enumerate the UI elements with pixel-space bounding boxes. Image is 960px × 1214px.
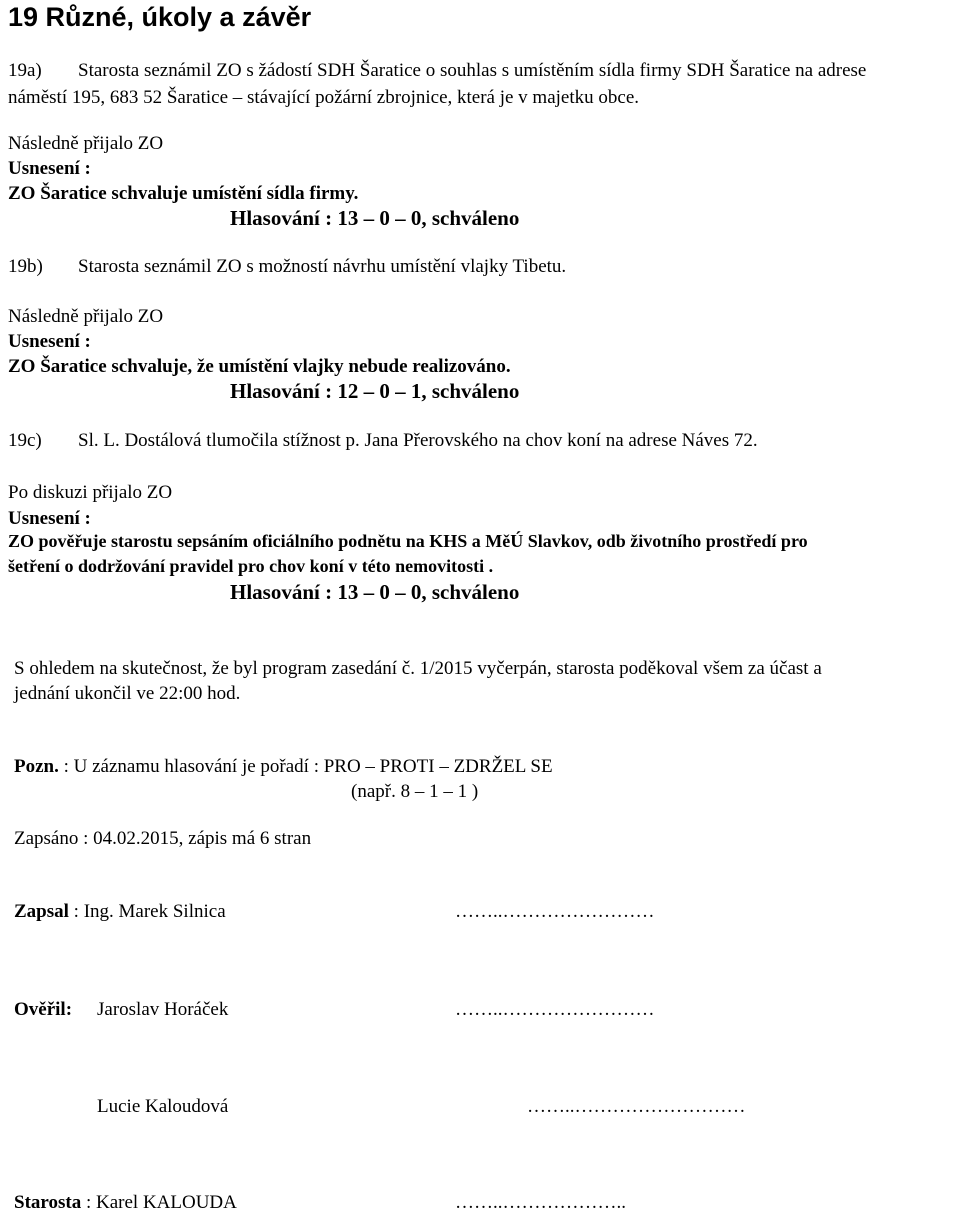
signature-line: ……..……………………: [455, 901, 655, 922]
note-text: : U záznamu hlasování je pořadí : PRO – PROTI – ZDRŽEL SE: [58, 756, 553, 777]
section-heading: 19 Různé, úkoly a závěr: [8, 2, 312, 32]
signature-name: Jaroslav Horáček: [97, 999, 229, 1020]
vote-result: Hlasování : 13 – 0 – 0, schváleno: [230, 580, 520, 604]
signature-separator: :: [81, 1192, 96, 1213]
item-text-line: Starosta seznámil ZO s možností návrhu umístění vlajky Tibetu.: [78, 256, 567, 277]
recorded-date: Zapsáno : 04.02.2015, zápis má 6 stran: [14, 828, 312, 849]
signature-name: Karel KALOUDA: [96, 1192, 237, 1213]
signature-line: ……..………………………: [527, 1096, 746, 1117]
signature-role: Zapsal: [14, 901, 69, 922]
item-number: 19c): [8, 430, 42, 451]
signature-name: Ing. Marek Silnica: [83, 901, 226, 922]
resolution-label: Usnesení :: [8, 158, 91, 179]
signature-line: ……..……………………: [455, 999, 655, 1020]
signature-name: Lucie Kaloudová: [97, 1096, 229, 1117]
item-text-line: náměstí 195, 683 52 Šaratice – stávající požární zbrojnice, která je v majetku obce.: [8, 87, 639, 108]
voting-note: [14, 756, 553, 778]
item-number: 19b): [8, 256, 43, 277]
item-text-line: Sl. L. Dostálová tlumočila stížnost p. Jana Přerovského na chov koní na adrese Náves 72.: [78, 430, 758, 451]
item-number: 19a): [8, 60, 42, 81]
signature-line: ……..………………..: [455, 1192, 626, 1213]
vote-result: Hlasování : 13 – 0 – 0, schváleno: [230, 206, 520, 230]
resolution-intro: Následně přijalo ZO: [8, 133, 164, 154]
vote-result: Hlasování : 12 – 0 – 1, schváleno: [230, 379, 520, 403]
resolution-intro: Následně přijalo ZO: [8, 306, 164, 327]
signature-role: Starosta: [14, 1192, 82, 1213]
resolution-text: ZO Šaratice schvaluje, že umístění vlajky nebude realizováno.: [8, 356, 511, 377]
note-label: Pozn.: [14, 756, 59, 777]
signature-separator: :: [68, 901, 84, 922]
item-text-line: Starosta seznámil ZO s žádostí SDH Šaratice o souhlas s umístěním sídla firmy SDH Šaratice na adrese: [78, 60, 867, 81]
closing-line: S ohledem na skutečnost, že byl program zasedání č. 1/2015 vyčerpán, starosta poděkoval všem za účast a: [14, 658, 822, 679]
resolution-text: ZO pověřuje starostu sepsáním oficiálního podnětu na KHS a MěÚ Slavkov, odb životního prostředí pro: [8, 531, 808, 551]
resolution-text: ZO Šaratice schvaluje umístění sídla firmy.: [8, 183, 359, 204]
signature-role: Ověřil:: [14, 999, 73, 1020]
resolution-text: šetření o dodržování pravidel pro chov koní v této nemovitosti .: [8, 556, 494, 576]
closing-line: jednání ukončil ve 22:00 hod.: [14, 683, 241, 704]
resolution-label: Usnesení :: [8, 331, 91, 352]
resolution-label: Usnesení :: [8, 508, 91, 529]
note-example: (např. 8 – 1 – 1 ): [351, 781, 479, 802]
resolution-intro: Po diskuzi přijalo ZO: [8, 482, 173, 503]
